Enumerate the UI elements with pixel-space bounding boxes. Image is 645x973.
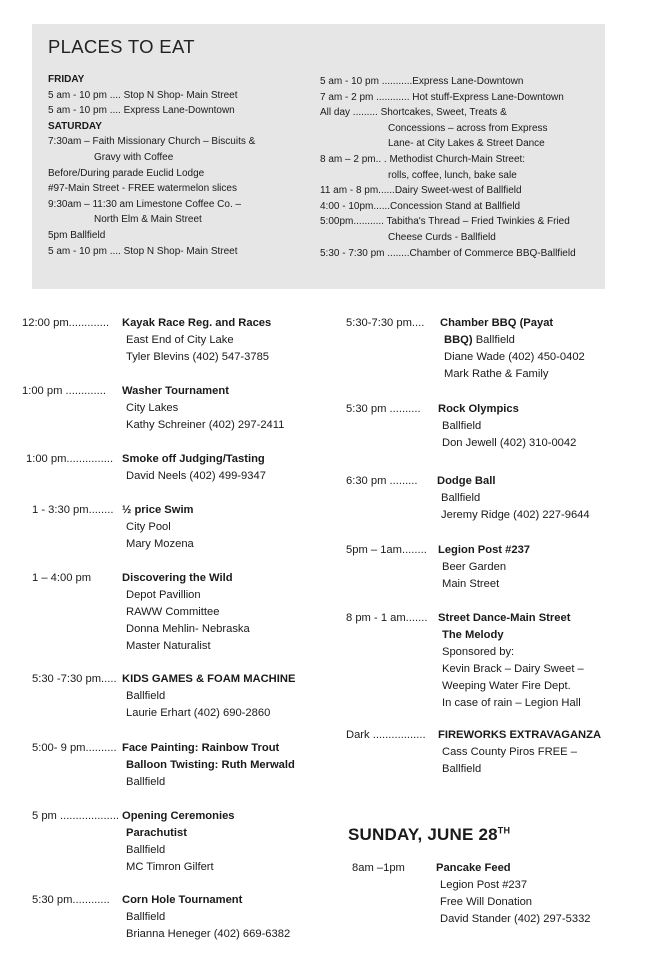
- day-heading: FRIDAY: [48, 74, 85, 85]
- event-detail: Tyler Blevins (402) 547-3785: [126, 351, 270, 363]
- event-name: Legion Post #237: [438, 544, 531, 556]
- event-time: 1:00 pm...............: [26, 453, 114, 465]
- event-time: 5:00- 9 pm..........: [32, 742, 117, 754]
- event-time: 1 – 4:00 pm: [32, 572, 92, 584]
- event-detail: City Lakes: [126, 402, 179, 414]
- event-item: [32, 808, 235, 876]
- event-time: 1 - 3:30 pm........: [32, 504, 114, 516]
- places-left-column: [48, 72, 255, 259]
- event-item: [346, 727, 601, 778]
- sunday-heading: SUNDAY, JUNE 28TH: [348, 825, 511, 844]
- event-name-line2: Parachutist: [126, 827, 187, 839]
- food-listing: Lane- at City Lakes & Street Dance: [388, 138, 545, 150]
- event-detail: In case of rain – Legion Hall: [442, 697, 581, 709]
- event-detail: Ballfield: [442, 763, 482, 775]
- event-name: Rock Olympics: [438, 403, 519, 415]
- event-name-line2: BBQ): [444, 334, 473, 346]
- event-detail: Sponsored by:: [442, 646, 515, 658]
- food-listing: 9:30am – 11:30 am Limestone Coffee Co. –: [48, 198, 242, 210]
- event-location: Ballfield: [472, 334, 515, 346]
- event-item: [346, 473, 590, 524]
- event-name: Opening Ceremonies: [122, 810, 235, 822]
- event-time: 6:30 pm .........: [346, 475, 418, 487]
- event-detail: David Neels (402) 499-9347: [126, 470, 266, 482]
- food-listing: Before/During parade Euclid Lodge: [48, 167, 205, 179]
- event-detail: Main Street: [442, 578, 500, 590]
- event-detail: Ballfield: [441, 492, 481, 504]
- event-name-line2: The Melody: [442, 629, 504, 641]
- event-detail: Kathy Schreiner (402) 297-2411: [126, 419, 285, 431]
- event-time: 8 pm - 1 am.......: [346, 612, 428, 624]
- event-name: Discovering the Wild: [122, 572, 233, 584]
- food-listing: 7:30am – Faith Missionary Church – Biscuits &: [48, 136, 256, 148]
- food-listing: 11 am - 8 pm......Dairy Sweet-west of Ballfield: [320, 185, 522, 197]
- event-time: 5:30 -7:30 pm.....: [32, 673, 117, 685]
- event-detail: East End of City Lake: [126, 334, 234, 346]
- food-listing: 5 am - 10 pm ...........Express Lane-Downtown: [320, 76, 524, 87]
- event-item: [346, 401, 576, 452]
- event-detail: Brianna Heneger (402) 669-6382: [126, 928, 291, 940]
- event-name-line2: Balloon Twisting: Ruth Merwald: [126, 759, 295, 771]
- event-detail: Donna Mehlin- Nebraska: [126, 623, 250, 635]
- event-name: Kayak Race Reg. and Races: [122, 317, 272, 329]
- food-listing: Gravy with Coffee: [94, 151, 174, 163]
- event-detail: Cass County Piros FREE –: [442, 746, 577, 758]
- event-detail: David Stander (402) 297-5332: [440, 913, 591, 925]
- event-detail: Ballfield: [126, 911, 166, 923]
- event-name: Smoke off Judging/Tasting: [122, 453, 265, 465]
- event-time: 8am –1pm: [352, 862, 405, 874]
- event-detail: Ballfield: [442, 420, 482, 432]
- event-detail: Mary Mozena: [126, 538, 194, 550]
- event-item: [346, 610, 584, 712]
- food-listing: North Elm & Main Street: [94, 214, 202, 226]
- event-item: [32, 570, 250, 655]
- event-detail: Ballfield: [126, 776, 166, 788]
- event-item: [32, 740, 295, 791]
- event-time: 5:30 pm ..........: [346, 403, 421, 415]
- places-right-column: [320, 74, 576, 261]
- food-listing: Concessions – across from Express: [388, 122, 548, 134]
- event-detail: Legion Post #237: [440, 879, 528, 891]
- event-time: 5:30 pm............: [32, 894, 110, 906]
- event-name: Dodge Ball: [437, 475, 496, 487]
- event-time: 12:00 pm.............: [22, 317, 110, 329]
- event-detail: MC Timron Gilfert: [126, 861, 214, 873]
- event-item: [32, 671, 295, 722]
- event-detail: City Pool: [126, 521, 171, 533]
- event-item: [22, 315, 271, 366]
- event-item: [346, 315, 585, 383]
- food-listing: 5pm Ballfield: [48, 229, 106, 241]
- event-detail: Ballfield: [126, 690, 166, 702]
- event-name: FIREWORKS EXTRAVAGANZA: [438, 729, 602, 741]
- places-to-eat-title: PLACES TO EAT: [48, 36, 195, 57]
- event-detail: Mark Rathe & Family: [444, 368, 549, 380]
- food-listing: 4:00 - 10pm......Concession Stand at Ballfield: [320, 200, 521, 212]
- event-item: [346, 542, 530, 593]
- event-time: 5pm – 1am........: [346, 544, 427, 556]
- event-detail: Depot Pavillion: [126, 589, 201, 601]
- event-detail: Ballfield: [126, 844, 166, 856]
- event-detail: Master Naturalist: [126, 640, 211, 652]
- event-detail: Beer Garden: [442, 561, 507, 573]
- day-heading: SATURDAY: [48, 120, 102, 132]
- event-name: KIDS GAMES & FOAM MACHINE: [122, 673, 296, 685]
- event-detail: Jeremy Ridge (402) 227-9644: [441, 509, 590, 521]
- sunday-event: [352, 860, 591, 928]
- food-listing: 7 am - 2 pm ............ Hot stuff-Express Lane-Downtown: [320, 91, 564, 103]
- event-name: Street Dance-Main Street: [438, 612, 571, 624]
- food-listing: 8 am – 2 pm.. . Methodist Church-Main Street:: [320, 153, 526, 165]
- event-item: [26, 451, 266, 485]
- event-detail: Free Will Donation: [440, 896, 533, 908]
- event-name: Pancake Feed: [436, 862, 511, 874]
- event-detail: Don Jewell (402) 310-0042: [442, 437, 577, 449]
- food-listing: All day ......... Shortcakes, Sweet, Treats &: [320, 107, 507, 119]
- event-detail: Diane Wade (402) 450-0402: [444, 351, 585, 363]
- event-name: Face Painting: Rainbow Trout: [122, 742, 280, 754]
- food-listing: Cheese Curds - Ballfield: [388, 231, 496, 243]
- event-time: 1:00 pm .............: [22, 385, 106, 397]
- event-detail: RAWW Committee: [126, 606, 220, 618]
- event-name: ½ price Swim: [122, 504, 194, 516]
- event-name: Corn Hole Tournament: [122, 894, 243, 906]
- event-detail: Kevin Brack – Dairy Sweet –: [442, 663, 584, 675]
- event-item: [22, 383, 284, 434]
- event-item: [32, 892, 290, 943]
- event-time: Dark .................: [346, 729, 426, 741]
- food-listing: 5 am - 10 pm .... Express Lane-Downtown: [48, 105, 235, 117]
- food-listing: rolls, coffee, lunch, bake sale: [388, 169, 517, 181]
- event-name: Chamber BBQ (Payat: [440, 317, 554, 329]
- food-listing: 5 am - 10 pm .... Stop N Shop- Main Street: [48, 245, 238, 257]
- food-listing: 5:30 - 7:30 pm ........Chamber of Commerce BBQ-Ballfield: [320, 247, 576, 259]
- event-detail: Weeping Water Fire Dept.: [442, 680, 571, 692]
- food-listing: 5 am - 10 pm .... Stop N Shop- Main Street: [48, 89, 238, 101]
- event-detail: Laurie Erhart (402) 690-2860: [126, 707, 271, 719]
- food-listing: #97-Main Street - FREE watermelon slices: [48, 183, 237, 195]
- food-listing: 5:00pm........... Tabitha's Thread – Fried Twinkies & Fried: [320, 216, 570, 228]
- event-time: 5:30-7:30 pm....: [346, 317, 425, 329]
- event-name: Washer Tournament: [122, 385, 229, 397]
- event-time: 5 pm ...................: [32, 810, 120, 822]
- event-item: [32, 502, 194, 553]
